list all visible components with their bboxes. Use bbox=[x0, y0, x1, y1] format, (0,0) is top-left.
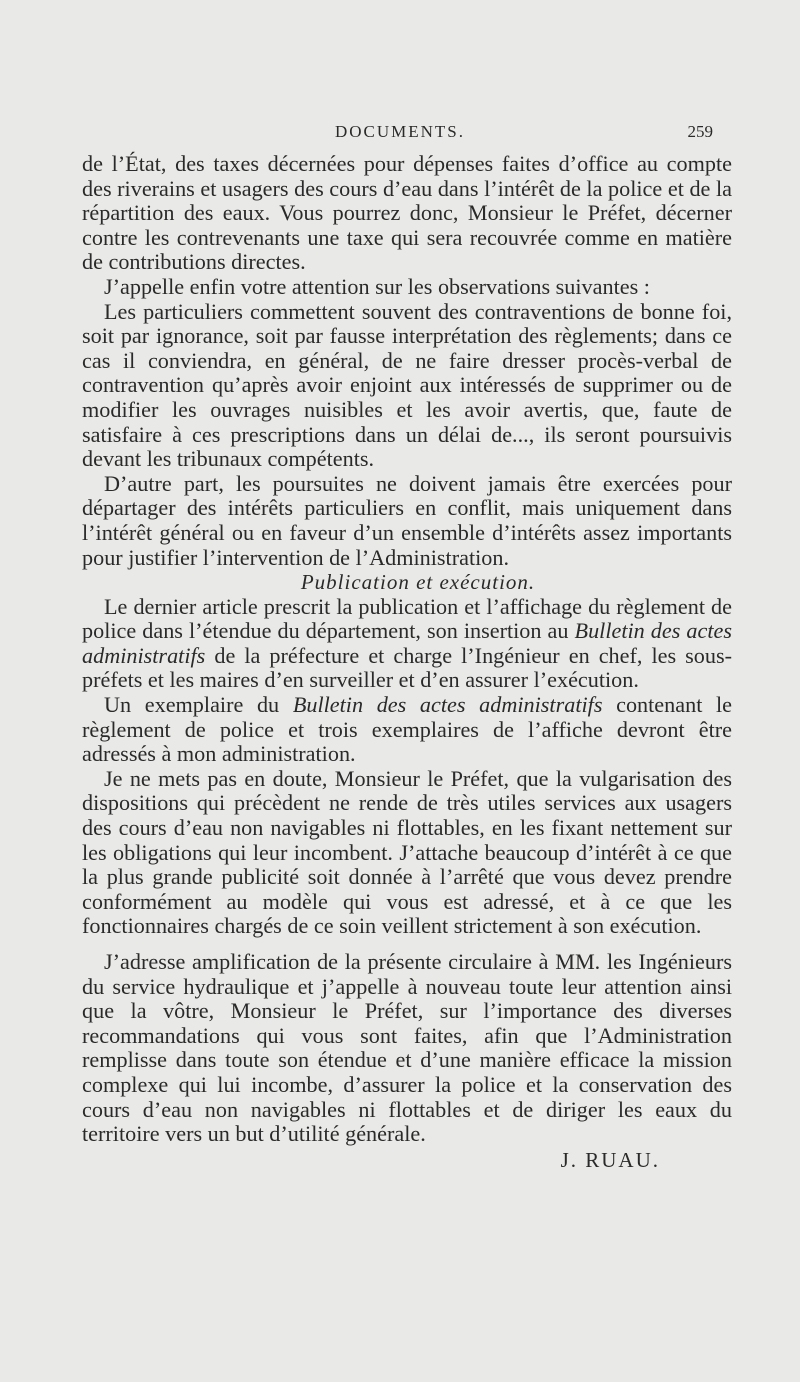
running-title: DOCUMENTS. bbox=[334, 122, 466, 141]
paragraph-text: contenant le règlement de police et trois exemplaires de l’affiche devront être adressés à mon administration. bbox=[82, 692, 733, 767]
bulletin-title: Bulletin des actes administratifs bbox=[292, 692, 603, 718]
bulletin-title: Bulletin des actes administratifs bbox=[82, 618, 732, 668]
paragraph: Les particuliers commettent souvent des contraventions de bonne foi, soit par ignorance, soit par fausse interprétation des règlements; dans ce cas il conviendra, en général, de ne faire dresser procès-verbal de contravention qu’après avoir enjoint aux intéressés de supprimer ou de modifier les ouvrages nuisibles et les avoir avertis, que, faute de satisfaire à ces prescriptions dans un délai de..., ils seront poursuivis devant les tribunaux compétents. bbox=[82, 298, 732, 472]
section-heading: Publication et exécution. bbox=[300, 570, 536, 595]
paragraph bbox=[82, 693, 732, 767]
running-head bbox=[0, 119, 800, 145]
paragraph bbox=[82, 595, 732, 693]
paragraph: Je ne mets pas en doute, Monsieur le Préfet, que la vulgarisation des dispositions qui précèdent ne rende de très utiles services aux usagers des cours d’eau non navigables ni flottables, en les fixant nettement sur les obligations qui leur incombent. J’attache beaucoup d’intérêt à ce que la plus grande publicité soit donnée à l’arrêté que vous devez prendre conformément au modèle qui vous est adressé, et à ce que les fonctionnaires chargés de ce soin veillent strictement à son exécution. bbox=[82, 765, 732, 939]
paragraph: de l’État, des taxes décernées pour dépenses faites d’office au compte des riverains et usagers des cours d’eau dans l’intérêt de la police et de la répartition des eaux. Vous pourrez donc, Monsieur le Préfet, décerner contre les contrevenants une taxe qui sera recouvrée comme en matière de contributions directes. bbox=[82, 151, 732, 275]
paragraph: D’autre part, les poursuites ne doivent jamais être exercées pour départager des intérêts particuliers en conflit, mais uniquement dans l’intérêt général ou en faveur d’un ensemble d’intérêts assez importants pour justifier l’intervention de l’Administration. bbox=[82, 470, 732, 570]
paragraph-text: Un exemplaire du bbox=[104, 692, 280, 718]
paragraph: J’appelle enfin votre attention sur les observations suivantes : bbox=[104, 273, 650, 299]
paragraph-text: Le dernier article prescrit la publication et l’affichage du règlement de police dans l’étendue du département, son insertion au bbox=[82, 593, 732, 644]
paragraph-text: de la préfecture et charge l’Ingénieur en chef, les sous-préfets et les maires d’en surveiller et d’en assurer l’exécution. bbox=[82, 642, 732, 693]
paragraph: J’adresse amplification de la présente circulaire à MM. les Ingénieurs du service hydraulique et j’appelle à nouveau toute leur attention ainsi que la vôtre, Monsieur le Préfet, sur l’importance des diverses recommandations qui vous sont faites, afin que l’Administration remplisse dans toute son étendue et d’une manière efficace la mission complexe qui lui incombe, d’assurer la police et la conservation des cours d’eau non navigables ni flottables et de diriger les eaux du territoire vers un but d’utilité générale. bbox=[82, 949, 732, 1147]
page-number: 259 bbox=[687, 122, 713, 141]
body-text bbox=[82, 152, 732, 1172]
signature: J. RUAU. bbox=[560, 1147, 660, 1172]
